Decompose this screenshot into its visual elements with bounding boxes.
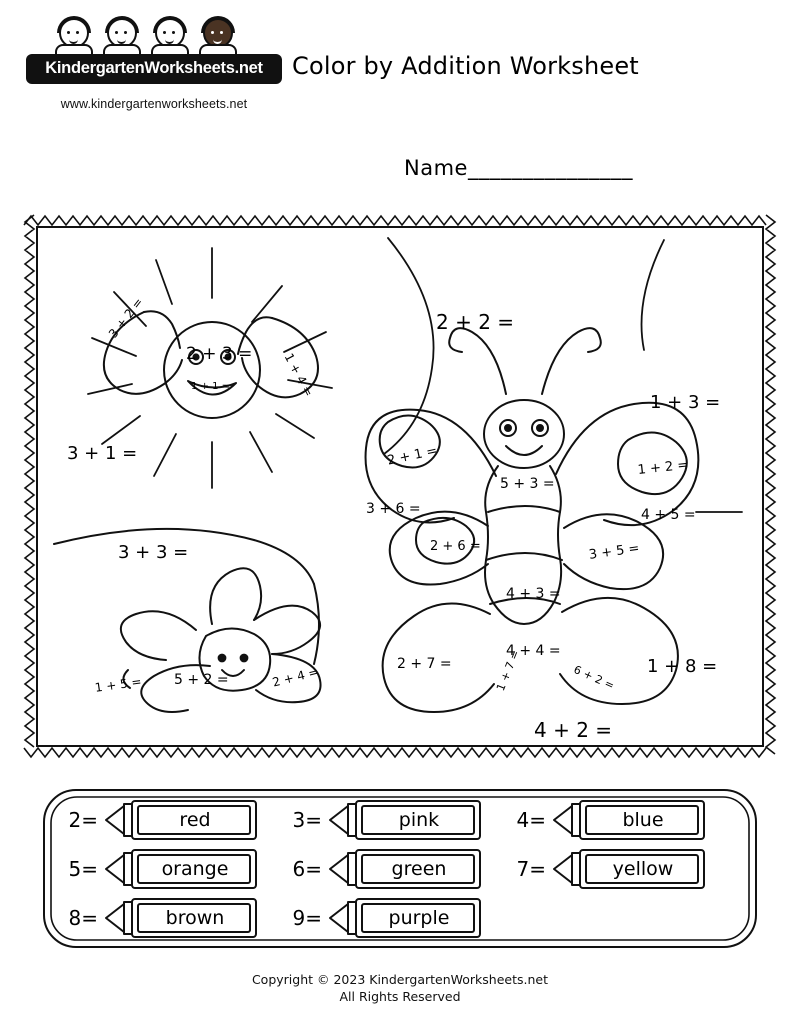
legend-item — [64, 800, 288, 840]
butterfly-equation-2: 5 + 3 = — [500, 476, 555, 492]
sun-equation-4: 1 + 1 = — [191, 381, 231, 392]
site-url: www.kindergartenworksheets.net — [60, 97, 248, 111]
butterfly-equation-1: 2 + 1 = — [386, 443, 439, 469]
butterfly-equation-6: 2 + 6 = — [430, 539, 481, 554]
butterfly-equation-5: 4 + 5 = — [641, 507, 696, 523]
page-header — [0, 0, 800, 140]
crayon-icon — [102, 849, 264, 889]
butterfly-equation-12: 1 + 7 = — [494, 648, 523, 693]
coloring-artwork — [36, 226, 764, 747]
page-title: Color by Addition Worksheet — [292, 52, 639, 80]
crayon-color-name: brown — [165, 906, 225, 929]
loose-equation-5: 1 + 8 = — [647, 656, 718, 677]
legend-item — [288, 849, 512, 889]
legend-number: 3= — [292, 808, 322, 833]
loose-equation-6: 4 + 2 = — [534, 718, 613, 742]
loose-equation-2: 1 + 3 = — [650, 392, 721, 413]
crayon-color-name: yellow — [612, 857, 674, 880]
legend-item — [512, 800, 736, 840]
crayon-icon — [550, 800, 712, 840]
crayon-color-name: orange — [161, 857, 229, 880]
legend-item — [512, 849, 736, 889]
loose-equation-3: 3 + 1 = — [67, 443, 138, 464]
crayon-color-name: pink — [398, 809, 440, 832]
legend-item — [288, 898, 512, 938]
legend-number: 7= — [516, 856, 546, 881]
crayon-color-name: purple — [388, 906, 450, 929]
flower-equation-3: 2 + 4 = — [271, 664, 320, 690]
crayon-icon — [102, 898, 264, 938]
legend-number: 4= — [516, 808, 546, 833]
site-logo[interactable] — [26, 18, 282, 111]
crayon-color-name: blue — [622, 809, 664, 832]
crayon-icon — [326, 800, 488, 840]
page-footer — [0, 972, 800, 1006]
legend-grid — [64, 796, 736, 942]
legend-number: 8= — [68, 905, 98, 930]
flower-equation-1: 1 + 5 = — [94, 674, 143, 695]
butterfly-equation-9: 4 + 4 = — [506, 643, 561, 659]
legend-number: 6= — [292, 856, 322, 881]
flower-equation-2: 5 + 2 = — [174, 672, 229, 688]
crayon-icon — [550, 849, 712, 889]
butterfly-equation-3: 1 + 2 = — [637, 457, 690, 478]
logo-wordmark: KindergartenWorksheets.net — [26, 54, 282, 84]
legend-number: 9= — [292, 905, 322, 930]
sun-equation-1: 3 + 2 = — [106, 295, 146, 341]
legend-item — [288, 800, 512, 840]
legend-number: 2= — [68, 808, 98, 833]
color-key-legend — [34, 780, 766, 957]
crayon-color-name: red — [179, 809, 211, 832]
loose-equation-4: 3 + 3 = — [118, 542, 189, 563]
legend-item — [64, 898, 288, 938]
worksheet-picture-frame — [22, 213, 778, 760]
butterfly-equation-10: 2 + 7 = — [397, 656, 452, 672]
rights-line: All Rights Reserved — [339, 988, 461, 1004]
copyright-line: Copyright © 2023 KindergartenWorksheets.net — [251, 972, 549, 987]
butterfly-equation-8: 4 + 3 = — [506, 586, 561, 602]
butterfly-equation-4: 3 + 6 = — [366, 501, 421, 517]
crayon-color-name: green — [391, 857, 447, 880]
legend-item — [64, 849, 288, 889]
legend-number: 5= — [68, 856, 98, 881]
loose-equation-1: 2 + 2 = — [436, 310, 515, 334]
sun-equation-2: 2 + 3 = — [186, 344, 253, 364]
crayon-icon — [326, 849, 488, 889]
name-field-label: Name_______________ — [404, 156, 633, 180]
crayon-icon — [326, 898, 488, 938]
sun-equation-3: 1 + 4 = — [281, 351, 316, 399]
crayon-icon — [102, 800, 264, 840]
butterfly-equation-11: 6 + 2 = — [571, 663, 617, 693]
butterfly-equation-7: 3 + 5 = — [588, 540, 641, 563]
